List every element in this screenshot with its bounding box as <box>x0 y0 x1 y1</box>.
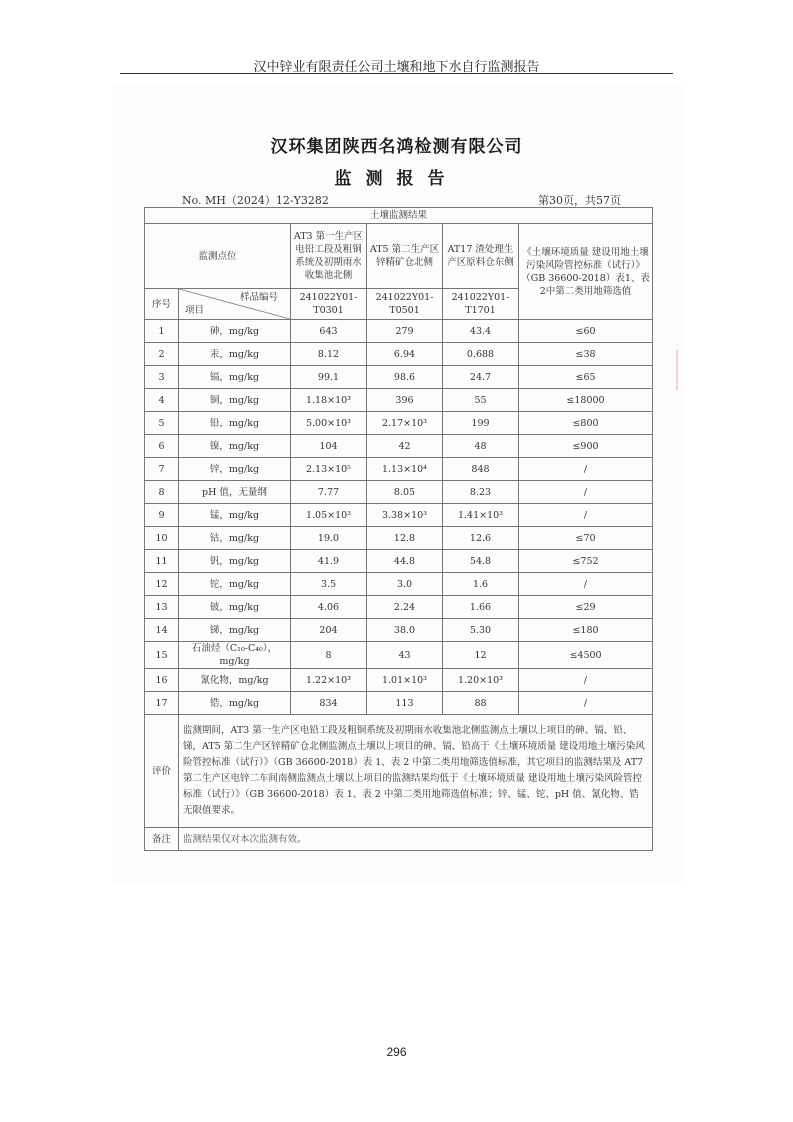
table-row <box>145 527 653 550</box>
table-row <box>145 692 653 715</box>
table-row <box>145 343 653 366</box>
cell-no: 12 <box>145 573 179 596</box>
cell-std: ≤800 <box>519 412 653 435</box>
cell-v2: 12.8 <box>367 527 443 550</box>
cell-item: 锰，mg/kg <box>179 504 291 527</box>
cell-no: 5 <box>145 412 179 435</box>
table-row <box>145 412 653 435</box>
cell-std: / <box>519 669 653 692</box>
cell-no: 15 <box>145 642 179 669</box>
cell-item: 锑，mg/kg <box>179 619 291 642</box>
table-row <box>145 669 653 692</box>
table-row <box>145 458 653 481</box>
sample-item-header <box>179 289 291 320</box>
report-number: No. MH（2024）12-Y3282 <box>182 194 329 207</box>
cell-v1: 7.77 <box>291 481 367 504</box>
cell-v1: 104 <box>291 435 367 458</box>
cell-item: 锆，mg/kg <box>179 692 291 715</box>
cell-std: ≤60 <box>519 320 653 343</box>
cell-v3: 12 <box>443 642 519 669</box>
cell-no: 4 <box>145 389 179 412</box>
soil-results-table <box>144 207 653 851</box>
cell-v1: 5.00×10³ <box>291 412 367 435</box>
cell-std: ≤70 <box>519 527 653 550</box>
cell-std: ≤180 <box>519 619 653 642</box>
cell-no: 9 <box>145 504 179 527</box>
cell-v1: 8 <box>291 642 367 669</box>
cell-v2: 1.13×10⁴ <box>367 458 443 481</box>
cell-v2: 42 <box>367 435 443 458</box>
cell-v2: 2.17×10³ <box>367 412 443 435</box>
cell-item: 铅，mg/kg <box>179 412 291 435</box>
cell-v3: 88 <box>443 692 519 715</box>
cell-v3: 1.6 <box>443 573 519 596</box>
cell-v3: 1.20×10³ <box>443 669 519 692</box>
cell-v1: 4.06 <box>291 596 367 619</box>
table-row <box>145 573 653 596</box>
cell-item: 铍，mg/kg <box>179 596 291 619</box>
cell-no: 7 <box>145 458 179 481</box>
cell-std: ≤38 <box>519 343 653 366</box>
header-rule <box>120 73 673 74</box>
table-row <box>145 596 653 619</box>
cell-item: 钴，mg/kg <box>179 527 291 550</box>
cell-no: 2 <box>145 343 179 366</box>
col-no-header: 序号 <box>145 289 179 320</box>
cell-item: 锌，mg/kg <box>179 458 291 481</box>
cell-v2: 6.94 <box>367 343 443 366</box>
sample-id-2: 241022Y01-T0501 <box>367 289 443 320</box>
cell-v2: 3.0 <box>367 573 443 596</box>
cell-v2: 38.0 <box>367 619 443 642</box>
cell-v1: 1.22×10³ <box>291 669 367 692</box>
cell-v1: 834 <box>291 692 367 715</box>
standard-header: 《土壤环境质量 建设用地土壤污染风险管控标准（试行）》（GB 36600-2018）表1、表2中第二类用地筛选值 <box>519 224 653 320</box>
table-row <box>145 435 653 458</box>
results-body <box>145 320 653 715</box>
cell-v1: 1.05×10³ <box>291 504 367 527</box>
sample-no-label: 样品编号 <box>239 292 278 303</box>
table-title: 土壤监测结果 <box>145 208 653 224</box>
table-row <box>145 366 653 389</box>
eval-text: 监测期间，AT3 第一生产区电铅工段及粗铜系统及初期雨水收集池北侧监测点土壤以上项目的砷、镉、铅、锑，AT5 第二生产区锌精矿仓北侧监测点土壤以上项目的砷、镉、铅高于《土壤环境质量 建设用地土壤污染风险管控标准（试行）》（GB 36600-2018）表 1、表 2 中第二类用地筛选值标准，其它项目的监测结果及 AT7 第二生产区电锌二车间南侧监测点土壤以上项目的监测结果均低于《土壤环境质量 建设用地土壤污染风险管控标准（试行）》（GB 36600-2018）表 1、表 2 中第二类用地筛选值标准；锌、锰、铊、pH 值、氰化物、锆无限值要求。 <box>179 715 653 828</box>
point-3: AT17 渣处理生产区原料仓东侧 <box>443 224 519 289</box>
cell-no: 11 <box>145 550 179 573</box>
cell-v1: 3.5 <box>291 573 367 596</box>
cell-v2: 1.01×10³ <box>367 669 443 692</box>
cell-item: 镍，mg/kg <box>179 435 291 458</box>
point-2: AT5 第二生产区锌精矿仓北侧 <box>367 224 443 289</box>
table-row <box>145 389 653 412</box>
table-row <box>145 481 653 504</box>
cell-std: ≤900 <box>519 435 653 458</box>
cell-v1: 204 <box>291 619 367 642</box>
sample-id-3: 241022Y01-T1701 <box>443 289 519 320</box>
cell-v2: 44.8 <box>367 550 443 573</box>
sample-id-1: 241022Y01-T0301 <box>291 289 367 320</box>
table-row <box>145 320 653 343</box>
cell-v3: 0.688 <box>443 343 519 366</box>
cell-std: ≤65 <box>519 366 653 389</box>
cell-v2: 98.6 <box>367 366 443 389</box>
cell-v1: 2.13×10⁵ <box>291 458 367 481</box>
cell-item: 铜，mg/kg <box>179 389 291 412</box>
cell-v1: 99.1 <box>291 366 367 389</box>
cell-v2: 396 <box>367 389 443 412</box>
remark-label: 备注 <box>145 828 179 851</box>
cell-v3: 5.30 <box>443 619 519 642</box>
report-title: 监测报告 <box>334 169 459 189</box>
cell-no: 3 <box>145 366 179 389</box>
cell-item: 石油烃（C₁₀-C₄₀），mg/kg <box>179 642 291 669</box>
cell-v2: 8.05 <box>367 481 443 504</box>
col-point-header: 监测点位 <box>145 224 291 289</box>
cell-std: ≤752 <box>519 550 653 573</box>
cell-v3: 1.66 <box>443 596 519 619</box>
cell-v2: 3.38×10³ <box>367 504 443 527</box>
cell-item: 铊，mg/kg <box>179 573 291 596</box>
cell-v1: 41.9 <box>291 550 367 573</box>
cell-no: 16 <box>145 669 179 692</box>
cell-no: 17 <box>145 692 179 715</box>
cell-no: 13 <box>145 596 179 619</box>
org-title: 汉环集团陕西名鸿检测有限公司 <box>270 137 523 157</box>
cell-v2: 2.24 <box>367 596 443 619</box>
cell-no: 14 <box>145 619 179 642</box>
cell-v3: 24.7 <box>443 366 519 389</box>
cell-std: / <box>519 573 653 596</box>
cell-v2: 113 <box>367 692 443 715</box>
cell-std: / <box>519 458 653 481</box>
cell-v3: 48 <box>443 435 519 458</box>
table-row <box>145 550 653 573</box>
cell-item: 钒，mg/kg <box>179 550 291 573</box>
cell-std: / <box>519 481 653 504</box>
cell-v3: 199 <box>443 412 519 435</box>
cell-no: 10 <box>145 527 179 550</box>
cell-v2: 43 <box>367 642 443 669</box>
cell-no: 8 <box>145 481 179 504</box>
cell-v3: 848 <box>443 458 519 481</box>
remark-text: 监测结果仅对本次监测有效。 <box>179 828 653 851</box>
cell-v3: 43.4 <box>443 320 519 343</box>
cell-std: ≤4500 <box>519 642 653 669</box>
scan-edge-mark <box>676 350 678 390</box>
item-label: 项目 <box>185 305 205 316</box>
cell-item: 氰化物，mg/kg <box>179 669 291 692</box>
cell-v2: 279 <box>367 320 443 343</box>
point-1: AT3 第一生产区电铅工段及粗铜系统及初期雨水收集池北侧 <box>291 224 367 289</box>
cell-no: 1 <box>145 320 179 343</box>
cell-v3: 1.41×10³ <box>443 504 519 527</box>
table-row <box>145 619 653 642</box>
running-header: 汉中锌业有限责任公司土壤和地下水自行监测报告 <box>253 60 540 75</box>
table-row <box>145 504 653 527</box>
page-count: 第30页，共57页 <box>538 194 621 207</box>
page-number: 296 <box>386 1045 407 1059</box>
cell-v3: 55 <box>443 389 519 412</box>
cell-no: 6 <box>145 435 179 458</box>
cell-item: 汞，mg/kg <box>179 343 291 366</box>
table-row <box>145 642 653 669</box>
cell-v1: 19.0 <box>291 527 367 550</box>
cell-std: ≤29 <box>519 596 653 619</box>
cell-item: 镉，mg/kg <box>179 366 291 389</box>
cell-item: pH 值，无量纲 <box>179 481 291 504</box>
cell-std: / <box>519 504 653 527</box>
cell-v1: 1.18×10³ <box>291 389 367 412</box>
eval-label: 评价 <box>145 715 179 828</box>
cell-v1: 643 <box>291 320 367 343</box>
cell-std: / <box>519 692 653 715</box>
cell-v3: 12.6 <box>443 527 519 550</box>
cell-v3: 8.23 <box>443 481 519 504</box>
cell-std: ≤18000 <box>519 389 653 412</box>
cell-v1: 8.12 <box>291 343 367 366</box>
cell-item: 砷，mg/kg <box>179 320 291 343</box>
cell-v3: 54.8 <box>443 550 519 573</box>
